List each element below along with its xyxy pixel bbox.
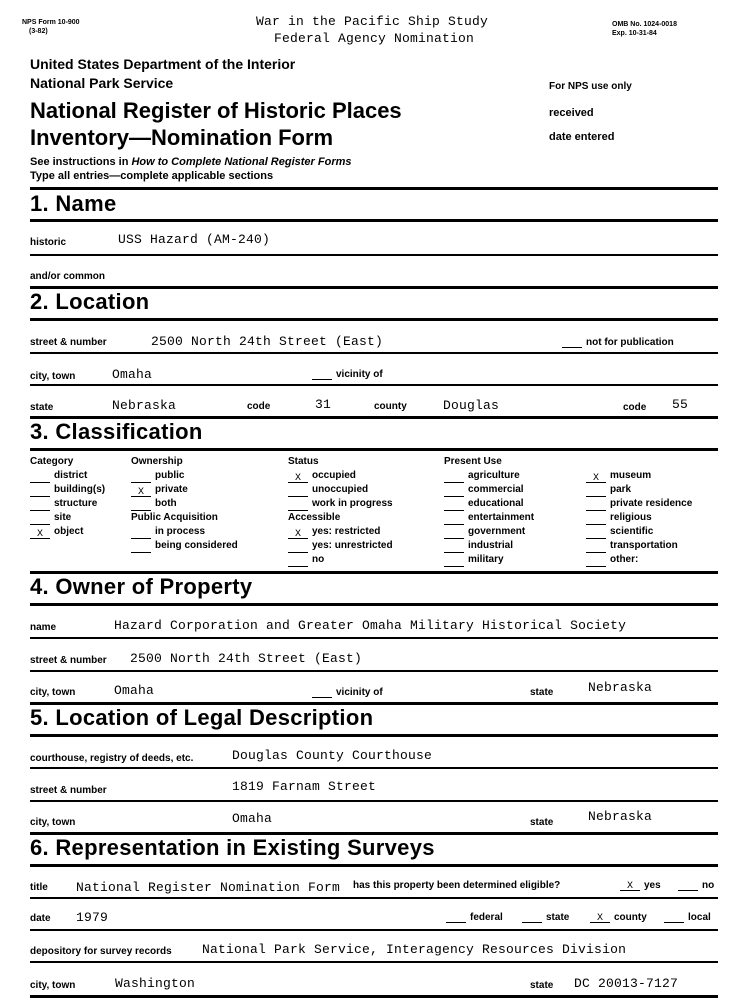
study-title: War in the Pacific Ship Study — [256, 14, 489, 29]
divider — [30, 637, 718, 639]
survey-title-field[interactable]: National Register Nomination Form — [76, 880, 341, 895]
legal-state-field[interactable]: Nebraska — [588, 809, 653, 824]
checkbox-structure[interactable]: structure — [30, 497, 105, 511]
common-name-label: and/or common — [30, 271, 106, 282]
ownership-heading: Ownership — [131, 456, 183, 467]
checkbox-private[interactable]: X private — [131, 483, 238, 497]
divider — [30, 384, 718, 386]
form-number: NPS Form 10-900 — [22, 19, 80, 26]
checkbox-industrial[interactable]: industrial — [444, 539, 534, 553]
date-entered-label: date entered — [549, 131, 615, 143]
divider — [30, 187, 718, 190]
divider — [30, 734, 718, 737]
received-label: received — [549, 107, 594, 119]
legal-state-label: state — [530, 817, 554, 828]
study-subtitle: Federal Agency Nomination — [274, 31, 475, 46]
divider — [30, 961, 718, 963]
eligible-yes[interactable]: X yes — [620, 880, 661, 891]
historic-name-field[interactable]: USS Hazard (AM-240) — [118, 232, 271, 247]
not-for-publication[interactable]: not for publication — [562, 337, 674, 348]
form-revision: (3-82) — [29, 28, 48, 35]
survey-date-label: date — [30, 913, 51, 924]
status-heading: Status — [288, 456, 319, 467]
checkbox-transportation[interactable]: transportation — [586, 539, 692, 553]
category-heading: Category — [30, 456, 74, 467]
divider — [30, 767, 718, 769]
state-field[interactable]: Nebraska — [112, 398, 177, 413]
present-use-group-2 — [586, 469, 692, 567]
eligibility-question: has this property been determined eligible? — [353, 880, 561, 891]
section-3-heading: 3. Classification — [30, 419, 203, 444]
checkbox-no[interactable]: no — [288, 553, 393, 567]
survey-state-label: state — [530, 980, 554, 991]
state-code-label: code — [247, 401, 271, 412]
checkbox-work-in-progress[interactable]: work in progress — [288, 497, 393, 511]
present-use-heading: Present Use — [444, 456, 502, 467]
courthouse-label: courthouse, registry of deeds, etc. — [30, 753, 194, 764]
expiration-date: Exp. 10-31-84 — [612, 30, 657, 37]
vicinity-label[interactable]: vicinity of — [312, 369, 383, 380]
checkbox-both[interactable]: both — [131, 497, 238, 511]
checkbox-museum[interactable]: X museum — [586, 469, 692, 483]
checkbox-entertainment[interactable]: entertainment — [444, 511, 534, 525]
survey-federal[interactable]: federal — [446, 912, 503, 923]
checkbox-agriculture[interactable]: agriculture — [444, 469, 534, 483]
section-4-heading: 4. Owner of Property — [30, 574, 253, 599]
checkbox-unoccupied[interactable]: unoccupied — [288, 483, 393, 497]
omb-number: OMB No. 1024-0018 — [612, 21, 677, 28]
owner-city-field[interactable]: Omaha — [114, 683, 155, 698]
service-name: National Park Service — [30, 75, 174, 91]
legal-street-field[interactable]: 1819 Farnam Street — [232, 779, 377, 794]
checkbox-district[interactable]: district — [30, 469, 105, 483]
checkbox-park[interactable]: park — [586, 483, 692, 497]
legal-city-field[interactable]: Omaha — [232, 811, 273, 826]
county-code-label: code — [623, 402, 647, 413]
checkbox-commercial[interactable]: commercial — [444, 483, 534, 497]
survey-local[interactable]: local — [664, 912, 711, 923]
eligible-no[interactable]: no — [678, 880, 714, 891]
divider — [30, 864, 718, 867]
section-6-heading: 6. Representation in Existing Surveys — [30, 835, 435, 860]
street-label: street & number — [30, 337, 107, 348]
category-group — [30, 455, 105, 539]
checkbox-other[interactable]: other: — [586, 553, 692, 567]
survey-city-label: city, town — [30, 980, 76, 991]
checkbox-private-residence[interactable]: private residence — [586, 497, 692, 511]
checkbox-religious[interactable]: religious — [586, 511, 692, 525]
checkbox-military[interactable]: military — [444, 553, 534, 567]
survey-state[interactable]: state — [522, 912, 569, 923]
county-field[interactable]: Douglas — [443, 398, 500, 413]
county-code-field[interactable]: 55 — [672, 397, 689, 412]
checkbox-public[interactable]: public — [131, 469, 238, 483]
owner-vicinity-label[interactable]: vicinity of — [312, 687, 383, 698]
owner-city-label: city, town — [30, 687, 76, 698]
checkbox-yes-restricted[interactable]: X yes: restricted — [288, 525, 393, 539]
survey-date-field[interactable]: 1979 — [76, 910, 109, 925]
ownership-group — [131, 455, 238, 553]
depository-field[interactable]: National Park Service, Interagency Resources Division — [202, 942, 627, 957]
state-label: state — [30, 402, 54, 413]
owner-street-field[interactable]: 2500 North 24th Street (East) — [130, 651, 363, 666]
checkbox-scientific[interactable]: scientific — [586, 525, 692, 539]
divider — [30, 352, 718, 354]
divider — [30, 219, 718, 222]
city-field[interactable]: Omaha — [112, 367, 153, 382]
divider — [30, 603, 718, 606]
checkbox-being-considered[interactable]: being considered — [131, 539, 238, 553]
public-acquisition-heading: Public Acquisition — [131, 512, 218, 523]
divider — [30, 800, 718, 802]
divider — [30, 670, 718, 672]
owner-name-label: name — [30, 622, 57, 633]
legal-city-label: city, town — [30, 817, 76, 828]
nps-use-only: For NPS use only — [549, 81, 632, 92]
legal-street-label: street & number — [30, 785, 107, 796]
section-5-heading: 5. Location of Legal Description — [30, 705, 374, 730]
checkbox-government[interactable]: government — [444, 525, 534, 539]
section-1-heading: 1. Name — [30, 191, 117, 216]
instructions: See instructions in How to Complete National Register Forms — [30, 156, 352, 168]
checkbox-educational[interactable]: educational — [444, 497, 534, 511]
street-field[interactable]: 2500 North 24th Street (East) — [151, 334, 384, 349]
historic-label: historic — [30, 237, 67, 248]
checkbox-occupied[interactable]: X occupied — [288, 469, 393, 483]
checkbox-site[interactable]: site — [30, 511, 105, 525]
survey-state-field[interactable]: DC 20013-7127 — [574, 976, 679, 991]
owner-state-field[interactable]: Nebraska — [588, 680, 653, 695]
divider — [30, 254, 718, 256]
checkbox-yes-unrestricted[interactable]: yes: unrestricted — [288, 539, 393, 553]
survey-city-field[interactable]: Washington — [115, 976, 196, 991]
divider — [30, 929, 718, 931]
department-name: United States Department of the Interior — [30, 56, 296, 72]
checkbox-in-process[interactable]: in process — [131, 525, 238, 539]
instructions-type: Type all entries—complete applicable sections — [30, 170, 274, 182]
checkbox-object[interactable]: X object — [30, 525, 105, 539]
owner-street-label: street & number — [30, 655, 107, 666]
form-subtitle: Inventory—Nomination Form — [30, 125, 334, 150]
divider — [30, 318, 718, 321]
present-use-group — [444, 455, 534, 567]
accessible-heading: Accessible — [288, 512, 341, 523]
city-label: city, town — [30, 371, 76, 382]
divider — [30, 995, 718, 998]
survey-county[interactable]: X county — [590, 912, 647, 923]
divider — [30, 448, 718, 451]
courthouse-field[interactable]: Douglas County Courthouse — [232, 748, 433, 763]
checkbox-buildings[interactable]: building(s) — [30, 483, 105, 497]
form-title: National Register of Historic Places — [30, 98, 402, 123]
survey-title-label: title — [30, 882, 48, 893]
divider — [30, 897, 718, 899]
owner-state-label: state — [530, 687, 554, 698]
owner-name-field[interactable]: Hazard Corporation and Greater Omaha Military Historical Society — [114, 618, 627, 633]
section-2-heading: 2. Location — [30, 289, 150, 314]
depository-label: depository for survey records — [30, 946, 172, 957]
county-label: county — [374, 401, 407, 412]
state-code-field[interactable]: 31 — [315, 397, 332, 412]
status-group — [288, 455, 393, 567]
